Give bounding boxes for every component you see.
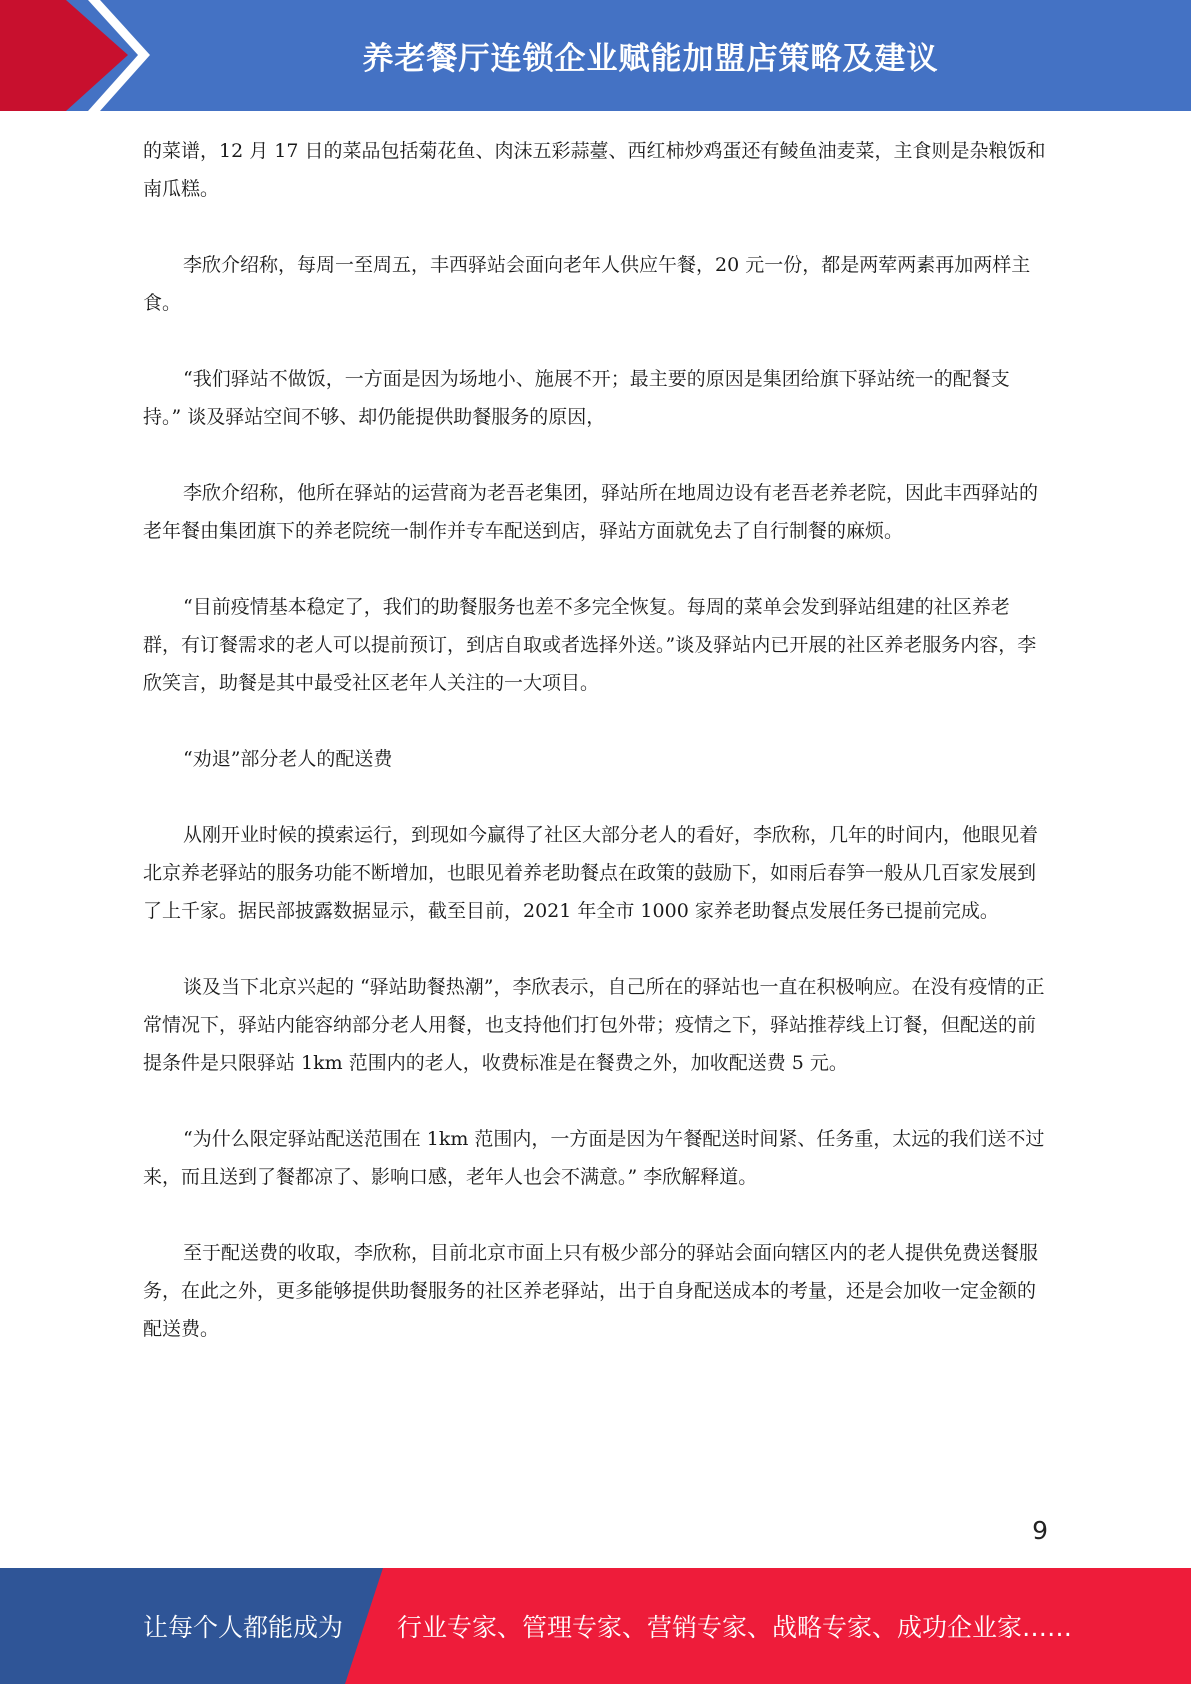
paragraph: 李欣介绍称，他所在驿站的运营商为老吾老集团，驿站所在地周边设有老吾老养老院，因此丰西驿站的老年餐由集团旗下的养老院统一制作并专车配送到店，驿站方面就免去了自行制餐的麻烦。	[143, 482, 1039, 542]
paragraph: 至于配送费的收取，李欣称，目前北京市面上只有极少部分的驿站会面向辖区内的老人提供免费送餐服务，在此之外，更多能够提供助餐服务的社区养老驿站，出于自身配送成本的考量，还是会加收一定金额的配送费。	[143, 1242, 1039, 1340]
paragraph: 李欣介绍称，每周一至周五，丰西驿站会面向老年人供应午餐，20 元一份，都是两荤两素再加两样主食。	[143, 254, 1031, 314]
footer-slogan-left: 让每个人都能成为	[143, 1613, 344, 1642]
paragraph: “我们驿站不做饭，一方面是因为场地小、施展不开；最主要的原因是集团给旗下驿站统一的配餐支持。” 谈及驿站空间不够、却仍能提供助餐服务的原因，	[143, 368, 1010, 428]
article-body	[143, 132, 1047, 1348]
paragraph: 从刚开业时候的摸索运行，到现如今赢得了社区大部分老人的看好，李欣称，几年的时间内，他眼见着北京养老驿站的服务功能不断增加，也眼见着养老助餐点在政策的鼓励下，如雨后春笋一般从几百家发展到了上千家。据民部披露数据显示，截至目前，2021 年全市 1000 家养老助餐点发展任务已提前完成。	[143, 824, 1039, 922]
section-heading: “劝退”部分老人的配送费	[183, 748, 393, 770]
paragraph: 谈及当下北京兴起的 “驿站助餐热潮”，李欣表示，自己所在的驿站也一直在积极响应。在没有疫情的正常情况下，驿站内能容纳部分老人用餐，也支持他们打包外带；疫情之下，驿站推荐线上订餐，但配送的前提条件是只限驿站 1km 范围内的老人，收费标准是在餐费之外，加收配送费 5 元。	[143, 976, 1045, 1074]
page-header	[0, 0, 1191, 111]
page-footer	[0, 1568, 1191, 1684]
paragraph: 的菜谱，12 月 17 日的菜品包括菊花鱼、肉沫五彩蒜薹、西红柿炒鸡蛋还有鲮鱼油麦菜，主食则是杂粮饭和南瓜糕。	[143, 140, 1046, 200]
page-number: 9	[1032, 1516, 1048, 1545]
paragraph: “目前疫情基本稳定了，我们的助餐服务也差不多完全恢复。每周的菜单会发到驿站组建的社区养老群，有订餐需求的老人可以提前预订，到店自取或者选择外送。”谈及驿站内已开展的社区养老服务内容，李欣笑言，助餐是其中最受社区老年人关注的一大项目。	[143, 596, 1037, 694]
paragraph: “为什么限定驿站配送范围在 1km 范围内，一方面是因为午餐配送时间紧、任务重，太远的我们送不过来，而且送到了餐都凉了、影响口感，老年人也会不满意。” 李欣解释道。	[143, 1128, 1045, 1188]
footer-slogan-right: 行业专家、管理专家、营销专家、战略专家、成功企业家……	[397, 1613, 1073, 1642]
document-title: 养老餐厅连锁企业赋能加盟店策略及建议	[362, 41, 939, 77]
